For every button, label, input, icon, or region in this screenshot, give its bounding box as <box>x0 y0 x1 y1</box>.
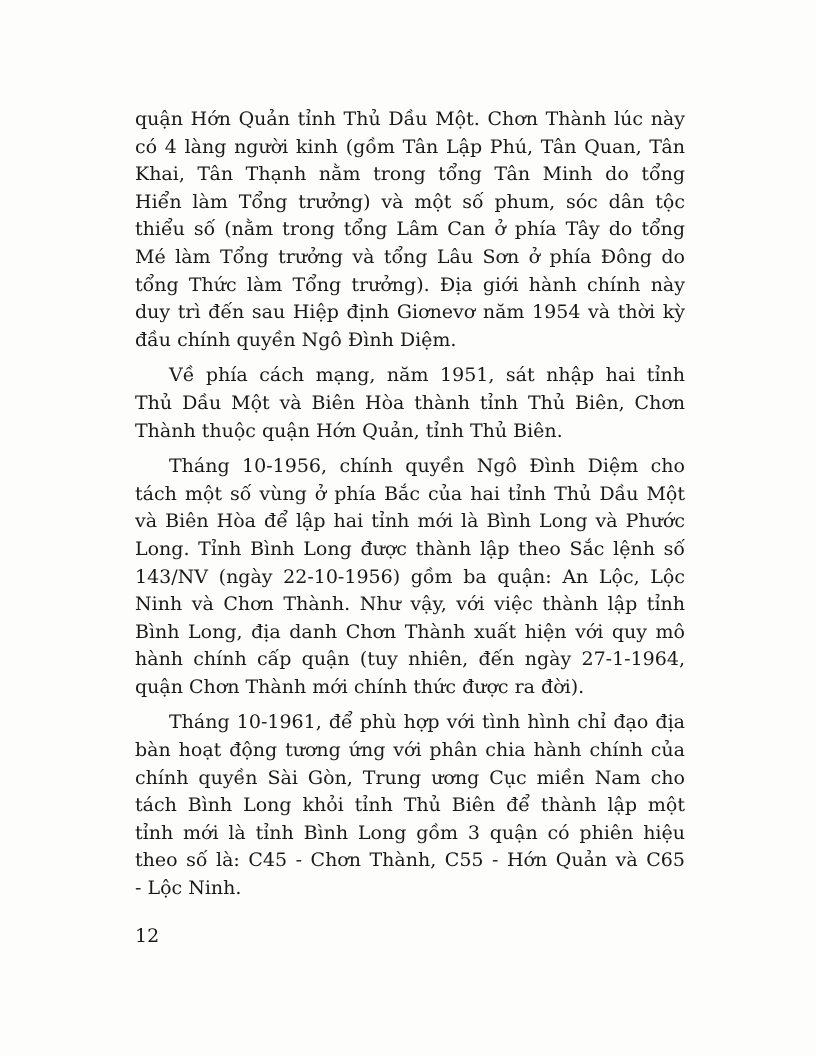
text-line: thiểu số (nằm trong tổng Lâm Can ở phía Tây do tổng <box>135 218 685 241</box>
text-line: quận Hớn Quản tỉnh Thủ Dầu Một. Chơn Thành lúc này <box>135 108 685 130</box>
page-number: 12 <box>135 925 160 947</box>
text-line: Thành thuộc quận Hớn Quản, tỉnh Thủ Biên. <box>135 419 563 442</box>
text-line: bàn hoạt động tương ứng với phân chia hành chính của <box>135 739 685 762</box>
text-line: Bình Long, địa danh Chơn Thành xuất hiện với quy mô <box>135 620 685 643</box>
paragraph-2 <box>135 362 685 445</box>
text-line: Thủ Dầu Một và Biên Hòa thành tỉnh Thủ Biên, Chơn <box>135 391 685 414</box>
text-line: tỉnh mới là tỉnh Bình Long gồm 3 quận có phiên hiệu <box>135 821 685 844</box>
text-line: và Biên Hòa để lập hai tỉnh mới là Bình Long và Phước <box>135 510 685 533</box>
paragraph-4 <box>135 709 685 902</box>
text-line: - Lộc Ninh. <box>135 877 242 900</box>
text-line: Tháng 10-1961, để phù hợp với tình hình chỉ đạo địa <box>169 711 685 734</box>
text-line: 143/NV (ngày 22-10-1956) gồm ba quận: An Lộc, Lộc <box>135 565 685 588</box>
text-line: duy trì đến sau Hiệp định Giơnevơ năm 1954 và thời kỳ <box>135 301 685 324</box>
text-line: Hiển làm Tổng trưởng) và một số phum, sóc dân tộc <box>135 190 685 213</box>
text-line: tách một số vùng ở phía Bắc của hai tỉnh Thủ Dầu Một <box>135 482 685 505</box>
text-line: hành chính cấp quận (tuy nhiên, đến ngày 27-1-1964, <box>135 648 685 671</box>
text-line: Ninh và Chơn Thành. Như vậy, với việc thành lập tỉnh <box>135 593 685 616</box>
text-line: tách Bình Long khỏi tỉnh Thủ Biên để thành lập một <box>135 794 685 817</box>
text-line: quận Chơn Thành mới chính thức được ra đời). <box>135 675 585 698</box>
text-line: Về phía cách mạng, năm 1951, sát nhập hai tỉnh <box>169 364 685 387</box>
paragraph-3 <box>135 453 685 701</box>
text-line: chính quyền Sài Gòn, Trung ương Cục miền Nam cho <box>135 766 685 789</box>
paragraph-1 <box>135 106 685 354</box>
text-line: có 4 làng người kinh (gồm Tân Lập Phú, Tân Quan, Tân <box>135 135 685 158</box>
text-line: Tháng 10-1956, chính quyền Ngô Đình Diệm cho <box>169 455 685 478</box>
text-line: tổng Thức làm Tổng trưởng). Địa giới hành chính này <box>135 273 685 296</box>
text-line: theo số là: C45 - Chơn Thành, C55 - Hớn Quản và C65 <box>135 849 685 872</box>
text-line: Mé làm Tổng trưởng và tổng Lâu Sơn ở phía Đông do <box>135 245 685 268</box>
body-text <box>135 106 685 911</box>
text-line: Khai, Tân Thạnh nằm trong tổng Tân Minh do tổng <box>135 163 685 186</box>
text-line: đầu chính quyền Ngô Đình Diệm. <box>135 328 457 351</box>
text-line: Long. Tỉnh Bình Long được thành lập theo Sắc lệnh số <box>135 537 685 560</box>
